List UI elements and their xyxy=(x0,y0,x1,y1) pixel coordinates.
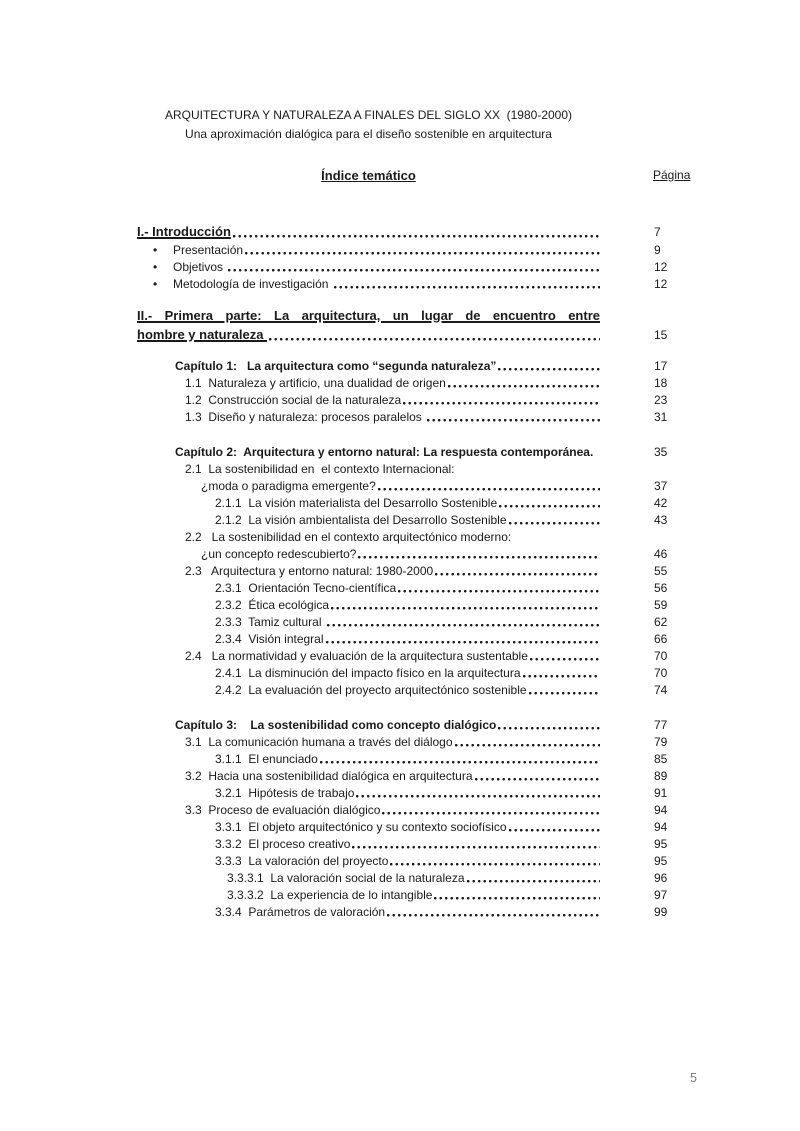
dot-leader xyxy=(530,648,600,665)
toc-entry-page: 42 xyxy=(654,496,668,510)
toc-entry-text: 3.3.3.2 La experiencia de lo intangible xyxy=(227,888,433,902)
toc-entry-text: hombre y naturaleza xyxy=(137,327,268,342)
toc-entry-text: 3.2.1 Hipótesis de trabajo xyxy=(215,786,355,800)
toc-entry xyxy=(137,751,694,768)
dot-leader xyxy=(378,478,600,495)
toc-entry xyxy=(137,222,694,242)
toc-entry-page: 12 xyxy=(654,260,668,274)
toc-entry xyxy=(137,597,694,614)
dot-leader xyxy=(509,512,601,529)
toc-entry-text: 3.3.1 El objeto arquitectónico y su contexto sociofísico xyxy=(215,820,507,834)
toc-entry-page: 99 xyxy=(654,905,668,919)
toc-entry-page: 62 xyxy=(654,615,668,629)
toc-entry-text: 1.1 Naturaleza y artificio, una dualidad de origen xyxy=(185,376,446,390)
index-heading: Índice temático xyxy=(321,168,416,183)
toc-entry xyxy=(137,768,694,785)
dot-leader xyxy=(269,325,600,345)
dot-leader xyxy=(320,751,600,768)
toc-entry-text: 2.4 La normatividad y evaluación de la arquitectura sustentable xyxy=(185,649,528,663)
toc-entry xyxy=(137,819,694,836)
toc-entry-page: 77 xyxy=(654,718,668,732)
toc-entry-page: 97 xyxy=(654,888,668,902)
dot-leader xyxy=(356,785,600,802)
toc-entry-text: 2.1.2 La visión ambientalista del Desarrollo Sostenible xyxy=(215,513,507,527)
toc-entry xyxy=(137,259,694,276)
dot-leader xyxy=(499,495,600,512)
dot-leader xyxy=(498,717,600,734)
toc-entry xyxy=(137,870,694,887)
toc-entry-text: 2.1 La sostenibilidad en el contexto Internacional: xyxy=(185,462,455,476)
toc-entry-text: Capítulo 2: Arquitectura y entorno natural: La respuesta contemporánea. xyxy=(175,445,594,459)
footer-page-number: 5 xyxy=(690,1071,697,1085)
toc-entry xyxy=(137,325,694,345)
toc-entry xyxy=(137,563,694,580)
toc-entry-text: • Presentación xyxy=(173,243,244,257)
toc-entry-page: 70 xyxy=(654,649,668,663)
dot-leader xyxy=(228,259,600,276)
toc-entry-text: I.- Introducción xyxy=(137,224,231,239)
toc-entry-text: 2.2 La sostenibilidad en el contexto arquitectónico moderno: xyxy=(185,530,512,544)
toc-entry-page: 56 xyxy=(654,581,668,595)
toc-entry xyxy=(137,242,694,259)
dot-leader xyxy=(475,768,600,785)
toc-entry-page: 37 xyxy=(654,479,668,493)
toc-entry-page: 18 xyxy=(654,376,668,390)
toc-entry-page: 94 xyxy=(654,820,668,834)
toc-entry xyxy=(137,580,694,597)
toc-entry-page: 70 xyxy=(654,666,668,680)
dot-leader xyxy=(498,358,600,375)
toc-entry-page: 31 xyxy=(654,410,668,424)
dot-leader xyxy=(455,734,600,751)
toc-entry xyxy=(137,478,694,495)
toc-entry xyxy=(137,409,694,426)
toc-entry xyxy=(137,546,694,563)
toc-entry-text: 3.3.2 El proceso creativo xyxy=(215,837,351,851)
toc-entry-page: 74 xyxy=(654,683,668,697)
dot-leader xyxy=(352,836,600,853)
toc-entry-text: Capítulo 1: La arquitectura como “segunda naturaleza” xyxy=(175,359,497,373)
dot-leader xyxy=(398,580,600,597)
dot-leader xyxy=(529,682,600,699)
toc-entry-page: 96 xyxy=(654,871,668,885)
toc-entry-page: 46 xyxy=(654,547,668,561)
toc-entry-page: 15 xyxy=(654,328,668,342)
toc-entry xyxy=(137,529,694,546)
dot-leader xyxy=(382,802,600,819)
toc-entry-page: 43 xyxy=(654,513,668,527)
toc-entry-page: 35 xyxy=(654,445,668,459)
toc-entry-text: • Objetivos xyxy=(173,260,227,274)
document-title-block xyxy=(137,106,600,144)
toc-entry xyxy=(137,392,694,409)
toc-entry-text: 2.3.3 Tamiz cultural xyxy=(215,615,325,629)
toc-entry xyxy=(137,734,694,751)
dot-leader xyxy=(326,631,600,648)
toc-entry-text: 3.3.4 Parámetros de valoración xyxy=(215,905,386,919)
toc-entry-text: 2.3.1 Orientación Tecno-científica xyxy=(215,581,397,595)
toc-entry-page: 7 xyxy=(654,225,661,239)
toc-entry-text: II.- Primera parte: La arquitectura, un lugar de encuentro entre xyxy=(137,308,600,323)
toc-entry-page: 95 xyxy=(654,854,668,868)
dot-leader xyxy=(467,870,601,887)
index-header-row xyxy=(137,166,694,186)
toc-entry-text: 2.4.1 La disminución del impacto físico en la arquitectura xyxy=(215,666,521,680)
toc-entry-text: 2.4.2 La evaluación del proyecto arquitectónico sostenible xyxy=(215,683,527,697)
toc-entry xyxy=(137,648,694,665)
toc-entry-page: 23 xyxy=(654,393,668,407)
toc-entry-text: 2.3.4 Visión integral xyxy=(215,632,324,646)
toc-entry xyxy=(137,785,694,802)
page-content xyxy=(137,106,694,921)
toc-entry xyxy=(137,631,694,648)
page-column-label: Página xyxy=(653,168,691,182)
toc-entry-text: 3.3.3.1 La valoración social de la naturaleza xyxy=(227,871,465,885)
toc-entry xyxy=(137,836,694,853)
toc-entry-page: 66 xyxy=(654,632,668,646)
document-title-line-1: ARQUITECTURA Y NATURALEZA A FINALES DEL SIGLO XX (1980-2000) xyxy=(164,108,573,122)
toc-entry-text: ¿moda o paradigma emergente? xyxy=(201,479,376,493)
toc-entry-text: 3.3 Proceso de evaluación dialógico xyxy=(185,803,381,817)
toc-entry xyxy=(137,495,694,512)
toc-entry-text: ¿un concepto redescubierto? xyxy=(201,547,357,561)
dot-leader xyxy=(334,276,600,293)
toc-entry-page: 17 xyxy=(654,359,668,373)
toc xyxy=(137,222,694,921)
toc-entry-text: Capítulo 3: La sostenibilidad como concepto dialógico xyxy=(175,718,497,732)
toc-entry-page: 85 xyxy=(654,752,668,766)
toc-entry-text: 1.3 Diseño y naturaleza: procesos paralelos xyxy=(185,410,426,424)
toc-entry-text: 3.3.3 La valoración del proyecto xyxy=(215,854,389,868)
dot-leader xyxy=(387,904,600,921)
toc-entry xyxy=(137,276,694,293)
dot-leader xyxy=(435,563,600,580)
toc-entry xyxy=(137,306,694,325)
toc-entry-text: 2.3.2 Ética ecológica xyxy=(215,598,330,612)
toc-entry xyxy=(137,802,694,819)
toc-entry-text: 3.1.1 El enunciado xyxy=(215,752,318,766)
toc-entry-page: 55 xyxy=(654,564,668,578)
toc-entry xyxy=(137,904,694,921)
toc-entry-text: • Metodología de investigación xyxy=(173,277,332,291)
dot-leader xyxy=(331,597,600,614)
dot-leader xyxy=(233,222,600,242)
toc-entry xyxy=(137,887,694,904)
toc-entry-page: 91 xyxy=(654,786,668,800)
toc-entry-text: 1.2 Construcción social de la naturaleza xyxy=(185,393,402,407)
toc-entry xyxy=(137,853,694,870)
toc-entry-text: 2.3 Arquitectura y entorno natural: 1980-2000 xyxy=(185,564,434,578)
toc-entry xyxy=(137,665,694,682)
toc-entry xyxy=(137,717,694,734)
toc-entry xyxy=(137,461,694,478)
toc-entry xyxy=(137,614,694,631)
toc-entry-text: 3.1 La comunicación humana a través del diálogo xyxy=(185,735,453,749)
toc-entry xyxy=(137,512,694,529)
dot-leader xyxy=(523,665,600,682)
toc-entry-page: 12 xyxy=(654,277,668,291)
toc-entry-text: 2.1.1 La visión materialista del Desarrollo Sostenible xyxy=(215,496,498,510)
document-title-line-2: Una aproximación dialógica para el diseño sostenible en arquitectura xyxy=(185,127,552,141)
toc-entry xyxy=(137,358,694,375)
toc-entry-page: 89 xyxy=(654,769,668,783)
dot-leader xyxy=(358,546,600,563)
dot-leader xyxy=(434,887,600,904)
toc-entry xyxy=(137,682,694,699)
toc-entry xyxy=(137,444,694,461)
dot-leader xyxy=(245,242,600,259)
toc-entry-page: 94 xyxy=(654,803,668,817)
dot-leader xyxy=(509,819,601,836)
toc-entry-page: 79 xyxy=(654,735,668,749)
dot-leader xyxy=(427,409,600,426)
dot-leader xyxy=(327,614,600,631)
toc-entry xyxy=(137,375,694,392)
toc-entry-page: 9 xyxy=(654,243,661,257)
dot-leader xyxy=(448,375,600,392)
toc-entry-text: 3.2 Hacia una sostenibilidad dialógica en arquitectura xyxy=(185,769,473,783)
toc-entry-page: 95 xyxy=(654,837,668,851)
dot-leader xyxy=(403,392,600,409)
dot-leader xyxy=(390,853,600,870)
toc-entry-page: 59 xyxy=(654,598,668,612)
